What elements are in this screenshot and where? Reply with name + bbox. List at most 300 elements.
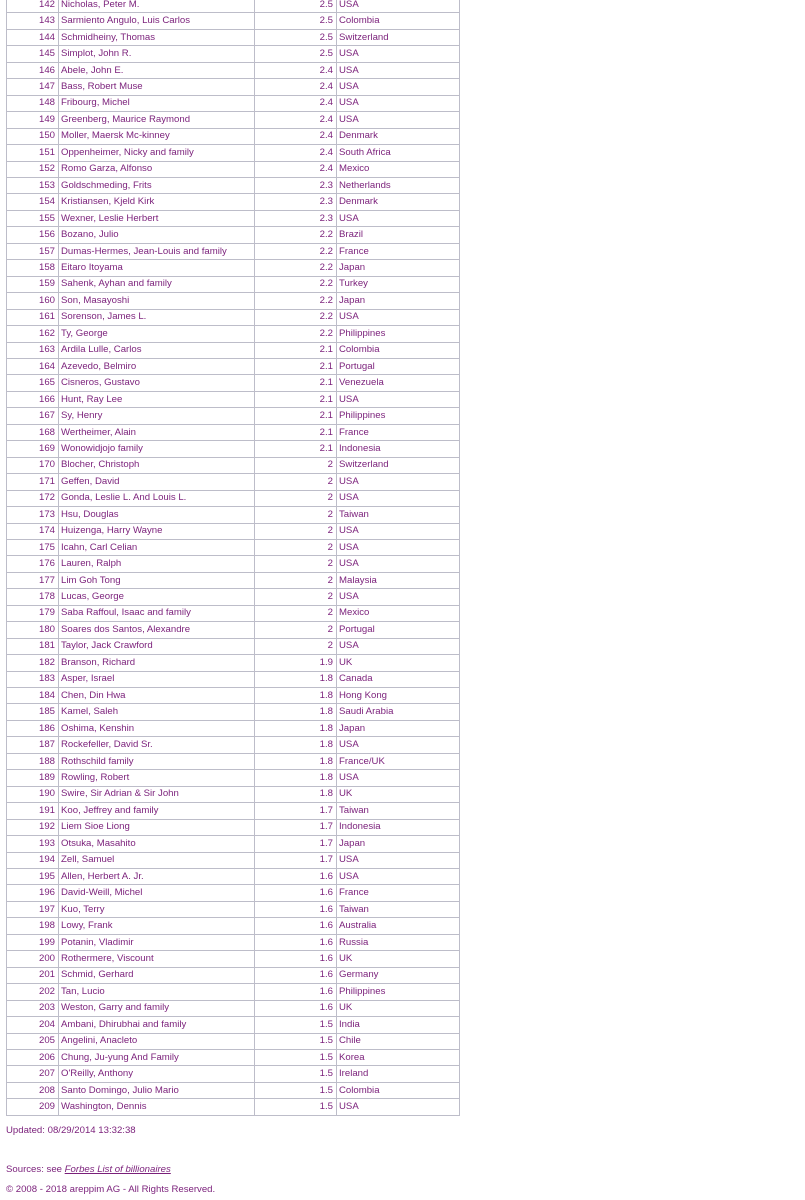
rank-cell: 199: [7, 934, 59, 950]
table-row: [7, 490, 460, 506]
country-cell: Japan: [337, 260, 460, 276]
table-row: [7, 260, 460, 276]
country-cell: South Africa: [337, 145, 460, 161]
country-cell: Japan: [337, 836, 460, 852]
net-worth-cell: 2.2: [255, 243, 337, 259]
net-worth-cell: 1.6: [255, 885, 337, 901]
table-row: [7, 770, 460, 786]
table-row: [7, 1082, 460, 1098]
table-row: [7, 276, 460, 292]
country-cell: Turkey: [337, 276, 460, 292]
table-row: [7, 572, 460, 588]
table-row: [7, 539, 460, 555]
table-row: [7, 688, 460, 704]
country-cell: Switzerland: [337, 457, 460, 473]
name-cell: Taylor, Jack Crawford: [59, 638, 255, 654]
name-cell: Wertheimer, Alain: [59, 424, 255, 440]
country-cell: USA: [337, 556, 460, 572]
rank-cell: 168: [7, 424, 59, 440]
name-cell: Hsu, Douglas: [59, 507, 255, 523]
net-worth-cell: 2: [255, 572, 337, 588]
rank-cell: 187: [7, 737, 59, 753]
table-row: [7, 309, 460, 325]
country-cell: Indonesia: [337, 819, 460, 835]
rank-cell: 203: [7, 1000, 59, 1016]
rank-cell: 161: [7, 309, 59, 325]
country-cell: Malaysia: [337, 572, 460, 588]
country-cell: UK: [337, 951, 460, 967]
net-worth-cell: 2.4: [255, 145, 337, 161]
net-worth-cell: 2.1: [255, 375, 337, 391]
table-row: [7, 951, 460, 967]
table-row: [7, 523, 460, 539]
name-cell: Swire, Sir Adrian & Sir John: [59, 786, 255, 802]
country-cell: France: [337, 424, 460, 440]
net-worth-cell: 1.5: [255, 1082, 337, 1098]
country-cell: USA: [337, 62, 460, 78]
rank-cell: 175: [7, 539, 59, 555]
country-cell: Brazil: [337, 227, 460, 243]
country-cell: Taiwan: [337, 507, 460, 523]
rank-cell: 186: [7, 720, 59, 736]
name-cell: Sy, Henry: [59, 408, 255, 424]
rank-cell: 150: [7, 128, 59, 144]
net-worth-cell: 1.7: [255, 836, 337, 852]
table-row: [7, 556, 460, 572]
rank-cell: 147: [7, 79, 59, 95]
country-cell: Korea: [337, 1050, 460, 1066]
country-cell: USA: [337, 523, 460, 539]
net-worth-cell: 2.4: [255, 62, 337, 78]
table-row: [7, 934, 460, 950]
rank-cell: 167: [7, 408, 59, 424]
table-row: [7, 852, 460, 868]
net-worth-cell: 1.8: [255, 671, 337, 687]
net-worth-cell: 1.5: [255, 1099, 337, 1115]
country-cell: Canada: [337, 671, 460, 687]
net-worth-cell: 2: [255, 556, 337, 572]
country-cell: India: [337, 1017, 460, 1033]
table-row: [7, 622, 460, 638]
table-row: [7, 737, 460, 753]
net-worth-cell: 2.4: [255, 161, 337, 177]
billionaires-table: [6, 0, 460, 1116]
name-cell: Bozano, Julio: [59, 227, 255, 243]
net-worth-cell: 1.7: [255, 819, 337, 835]
name-cell: Lim Goh Tong: [59, 572, 255, 588]
rank-cell: 201: [7, 967, 59, 983]
table-row: [7, 1017, 460, 1033]
net-worth-cell: 2.2: [255, 309, 337, 325]
net-worth-cell: 2.5: [255, 0, 337, 13]
country-cell: USA: [337, 869, 460, 885]
name-cell: Allen, Herbert A. Jr.: [59, 869, 255, 885]
name-cell: Chen, Din Hwa: [59, 688, 255, 704]
table-row: [7, 803, 460, 819]
rank-cell: 193: [7, 836, 59, 852]
name-cell: Schmid, Gerhard: [59, 967, 255, 983]
rank-cell: 171: [7, 474, 59, 490]
rank-cell: 195: [7, 869, 59, 885]
rank-cell: 144: [7, 29, 59, 45]
net-worth-cell: 2.5: [255, 13, 337, 29]
country-cell: USA: [337, 589, 460, 605]
table-row: [7, 177, 460, 193]
name-cell: Rothermere, Viscount: [59, 951, 255, 967]
net-worth-cell: 2.1: [255, 358, 337, 374]
name-cell: Bass, Robert Muse: [59, 79, 255, 95]
table-row: [7, 62, 460, 78]
name-cell: Kristiansen, Kjeld Kirk: [59, 194, 255, 210]
net-worth-cell: 2.1: [255, 391, 337, 407]
name-cell: Wexner, Leslie Herbert: [59, 210, 255, 226]
rank-cell: 202: [7, 984, 59, 1000]
rank-cell: 183: [7, 671, 59, 687]
rank-cell: 178: [7, 589, 59, 605]
name-cell: Kamel, Saleh: [59, 704, 255, 720]
name-cell: Branson, Richard: [59, 655, 255, 671]
name-cell: Soares dos Santos, Alexandre: [59, 622, 255, 638]
table-row: [7, 441, 460, 457]
country-cell: Chile: [337, 1033, 460, 1049]
updated-timestamp: Updated: 08/29/2014 13:32:38: [6, 1125, 136, 1136]
name-cell: Azevedo, Belmiro: [59, 358, 255, 374]
name-cell: Fribourg, Michel: [59, 95, 255, 111]
name-cell: Ardila Lulle, Carlos: [59, 342, 255, 358]
table-row: [7, 671, 460, 687]
country-cell: Japan: [337, 720, 460, 736]
rank-cell: 184: [7, 688, 59, 704]
country-cell: Portugal: [337, 358, 460, 374]
table-row: [7, 474, 460, 490]
country-cell: USA: [337, 852, 460, 868]
name-cell: Saba Raffoul, Isaac and family: [59, 605, 255, 621]
rank-cell: 192: [7, 819, 59, 835]
rank-cell: 149: [7, 112, 59, 128]
name-cell: Rowling, Robert: [59, 770, 255, 786]
table-row: [7, 901, 460, 917]
country-cell: USA: [337, 95, 460, 111]
net-worth-cell: 2: [255, 507, 337, 523]
name-cell: Son, Masayoshi: [59, 293, 255, 309]
net-worth-cell: 2: [255, 605, 337, 621]
country-cell: USA: [337, 210, 460, 226]
country-cell: USA: [337, 1099, 460, 1115]
table-row: [7, 161, 460, 177]
name-cell: Dumas-Hermes, Jean-Louis and family: [59, 243, 255, 259]
rank-cell: 190: [7, 786, 59, 802]
table-row: [7, 408, 460, 424]
rank-cell: 154: [7, 194, 59, 210]
rank-cell: 143: [7, 13, 59, 29]
net-worth-cell: 1.8: [255, 704, 337, 720]
net-worth-cell: 1.8: [255, 720, 337, 736]
country-cell: Philippines: [337, 984, 460, 1000]
rank-cell: 196: [7, 885, 59, 901]
country-cell: Philippines: [337, 408, 460, 424]
name-cell: O'Reilly, Anthony: [59, 1066, 255, 1082]
net-worth-cell: 2: [255, 457, 337, 473]
rank-cell: 207: [7, 1066, 59, 1082]
rank-cell: 160: [7, 293, 59, 309]
country-cell: France/UK: [337, 753, 460, 769]
rank-cell: 194: [7, 852, 59, 868]
net-worth-cell: 2.4: [255, 112, 337, 128]
table-row: [7, 1066, 460, 1082]
name-cell: Goldschmeding, Frits: [59, 177, 255, 193]
rank-cell: 166: [7, 391, 59, 407]
net-worth-cell: 2.2: [255, 227, 337, 243]
table-row: [7, 145, 460, 161]
net-worth-cell: 1.7: [255, 852, 337, 868]
rank-cell: 156: [7, 227, 59, 243]
table-row: [7, 79, 460, 95]
net-worth-cell: 1.8: [255, 737, 337, 753]
country-cell: Taiwan: [337, 803, 460, 819]
country-cell: USA: [337, 391, 460, 407]
name-cell: Oshima, Kenshin: [59, 720, 255, 736]
table-row: [7, 836, 460, 852]
name-cell: Wonowidjojo family: [59, 441, 255, 457]
rank-cell: 148: [7, 95, 59, 111]
rank-cell: 180: [7, 622, 59, 638]
country-cell: Colombia: [337, 342, 460, 358]
table-row: [7, 720, 460, 736]
name-cell: Ambani, Dhirubhai and family: [59, 1017, 255, 1033]
name-cell: David-Weill, Michel: [59, 885, 255, 901]
country-cell: USA: [337, 0, 460, 13]
rank-cell: 198: [7, 918, 59, 934]
net-worth-cell: 1.5: [255, 1066, 337, 1082]
net-worth-cell: 1.8: [255, 688, 337, 704]
net-worth-cell: 2.1: [255, 408, 337, 424]
table-row: [7, 507, 460, 523]
table-body: [7, 0, 460, 1115]
rank-cell: 172: [7, 490, 59, 506]
name-cell: Chung, Ju-yung And Family: [59, 1050, 255, 1066]
country-cell: USA: [337, 474, 460, 490]
table-row: [7, 46, 460, 62]
rank-cell: 206: [7, 1050, 59, 1066]
country-cell: USA: [337, 309, 460, 325]
country-cell: Mexico: [337, 161, 460, 177]
rank-cell: 163: [7, 342, 59, 358]
country-cell: UK: [337, 786, 460, 802]
net-worth-cell: 1.6: [255, 951, 337, 967]
name-cell: Otsuka, Masahito: [59, 836, 255, 852]
country-cell: France: [337, 243, 460, 259]
rank-cell: 200: [7, 951, 59, 967]
table-row: [7, 1099, 460, 1115]
country-cell: France: [337, 885, 460, 901]
net-worth-cell: 2: [255, 490, 337, 506]
net-worth-cell: 1.9: [255, 655, 337, 671]
rank-cell: 169: [7, 441, 59, 457]
table-row: [7, 638, 460, 654]
name-cell: Greenberg, Maurice Raymond: [59, 112, 255, 128]
rank-cell: 182: [7, 655, 59, 671]
sources-line: [6, 1164, 171, 1175]
rank-cell: 205: [7, 1033, 59, 1049]
net-worth-cell: 2.4: [255, 95, 337, 111]
name-cell: Lauren, Ralph: [59, 556, 255, 572]
name-cell: Eitaro Itoyama: [59, 260, 255, 276]
name-cell: Cisneros, Gustavo: [59, 375, 255, 391]
rank-cell: 185: [7, 704, 59, 720]
table-row: [7, 457, 460, 473]
net-worth-cell: 2.2: [255, 276, 337, 292]
net-worth-cell: 1.6: [255, 984, 337, 1000]
table-row: [7, 424, 460, 440]
rank-cell: 209: [7, 1099, 59, 1115]
table-row: [7, 1000, 460, 1016]
country-cell: USA: [337, 490, 460, 506]
forbes-list-link[interactable]: Forbes List of billionaires: [64, 1164, 171, 1175]
table-row: [7, 112, 460, 128]
name-cell: Romo Garza, Alfonso: [59, 161, 255, 177]
rank-cell: 151: [7, 145, 59, 161]
copyright-notice: © 2008 - 2018 areppim AG - All Rights Reserved.: [6, 1184, 216, 1195]
rank-cell: 188: [7, 753, 59, 769]
net-worth-cell: 2.1: [255, 342, 337, 358]
table-row: [7, 29, 460, 45]
name-cell: Schmidheiny, Thomas: [59, 29, 255, 45]
name-cell: Liem Sioe Liong: [59, 819, 255, 835]
table-row: [7, 819, 460, 835]
name-cell: Icahn, Carl Celian: [59, 539, 255, 555]
table-row: [7, 1050, 460, 1066]
net-worth-cell: 1.7: [255, 803, 337, 819]
table-row: [7, 589, 460, 605]
country-cell: USA: [337, 539, 460, 555]
net-worth-cell: 1.6: [255, 967, 337, 983]
rank-cell: 157: [7, 243, 59, 259]
net-worth-cell: 2.3: [255, 194, 337, 210]
table-row: [7, 885, 460, 901]
country-cell: UK: [337, 655, 460, 671]
sources-prefix: Sources: see: [6, 1164, 65, 1175]
rank-cell: 177: [7, 572, 59, 588]
net-worth-cell: 2: [255, 523, 337, 539]
rank-cell: 173: [7, 507, 59, 523]
table-row: [7, 391, 460, 407]
country-cell: Denmark: [337, 128, 460, 144]
name-cell: Potanin, Vladimir: [59, 934, 255, 950]
name-cell: Huizenga, Harry Wayne: [59, 523, 255, 539]
net-worth-cell: 1.6: [255, 869, 337, 885]
name-cell: Nicholas, Peter M.: [59, 0, 255, 13]
name-cell: Santo Domingo, Julio Mario: [59, 1082, 255, 1098]
rank-cell: 158: [7, 260, 59, 276]
net-worth-cell: 2.1: [255, 441, 337, 457]
net-worth-cell: 1.6: [255, 901, 337, 917]
net-worth-cell: 1.5: [255, 1050, 337, 1066]
table-row: [7, 753, 460, 769]
country-cell: Mexico: [337, 605, 460, 621]
net-worth-cell: 2.3: [255, 210, 337, 226]
name-cell: Lucas, George: [59, 589, 255, 605]
name-cell: Hunt, Ray Lee: [59, 391, 255, 407]
name-cell: Lowy, Frank: [59, 918, 255, 934]
net-worth-cell: 1.6: [255, 1000, 337, 1016]
net-worth-cell: 1.5: [255, 1017, 337, 1033]
rank-cell: 145: [7, 46, 59, 62]
table-row: [7, 605, 460, 621]
net-worth-cell: 1.6: [255, 918, 337, 934]
table-row: [7, 358, 460, 374]
name-cell: Oppenheimer, Nicky and family: [59, 145, 255, 161]
net-worth-cell: 1.5: [255, 1033, 337, 1049]
rank-cell: 153: [7, 177, 59, 193]
net-worth-cell: 2: [255, 589, 337, 605]
rank-cell: 181: [7, 638, 59, 654]
country-cell: USA: [337, 46, 460, 62]
name-cell: Abele, John E.: [59, 62, 255, 78]
country-cell: USA: [337, 737, 460, 753]
rank-cell: 197: [7, 901, 59, 917]
country-cell: UK: [337, 1000, 460, 1016]
name-cell: Asper, Israel: [59, 671, 255, 687]
country-cell: Portugal: [337, 622, 460, 638]
net-worth-cell: 1.6: [255, 934, 337, 950]
net-worth-cell: 2: [255, 622, 337, 638]
table-row: [7, 967, 460, 983]
rank-cell: 159: [7, 276, 59, 292]
name-cell: Kuo, Terry: [59, 901, 255, 917]
table-row: [7, 918, 460, 934]
rank-cell: 142: [7, 0, 59, 13]
rank-cell: 146: [7, 62, 59, 78]
table-row: [7, 704, 460, 720]
country-cell: Netherlands: [337, 177, 460, 193]
country-cell: Russia: [337, 934, 460, 950]
table-row: [7, 13, 460, 29]
table-row: [7, 227, 460, 243]
country-cell: Australia: [337, 918, 460, 934]
table-row: [7, 655, 460, 671]
name-cell: Rothschild family: [59, 753, 255, 769]
country-cell: Indonesia: [337, 441, 460, 457]
rank-cell: 189: [7, 770, 59, 786]
country-cell: Philippines: [337, 326, 460, 342]
table-row: [7, 128, 460, 144]
net-worth-cell: 2.5: [255, 29, 337, 45]
name-cell: Sahenk, Ayhan and family: [59, 276, 255, 292]
net-worth-cell: 1.8: [255, 753, 337, 769]
country-cell: Switzerland: [337, 29, 460, 45]
name-cell: Weston, Garry and family: [59, 1000, 255, 1016]
name-cell: Rockefeller, David Sr.: [59, 737, 255, 753]
rank-cell: 170: [7, 457, 59, 473]
table-row: [7, 243, 460, 259]
table-row: [7, 1033, 460, 1049]
name-cell: Washington, Dennis: [59, 1099, 255, 1115]
country-cell: Denmark: [337, 194, 460, 210]
country-cell: Taiwan: [337, 901, 460, 917]
net-worth-cell: 2.2: [255, 326, 337, 342]
table-row: [7, 95, 460, 111]
table-row: [7, 194, 460, 210]
net-worth-cell: 2.2: [255, 293, 337, 309]
rank-cell: 165: [7, 375, 59, 391]
name-cell: Ty, George: [59, 326, 255, 342]
net-worth-cell: 2: [255, 539, 337, 555]
table-row: [7, 326, 460, 342]
country-cell: USA: [337, 638, 460, 654]
table-row: [7, 0, 460, 13]
rank-cell: 179: [7, 605, 59, 621]
country-cell: Germany: [337, 967, 460, 983]
